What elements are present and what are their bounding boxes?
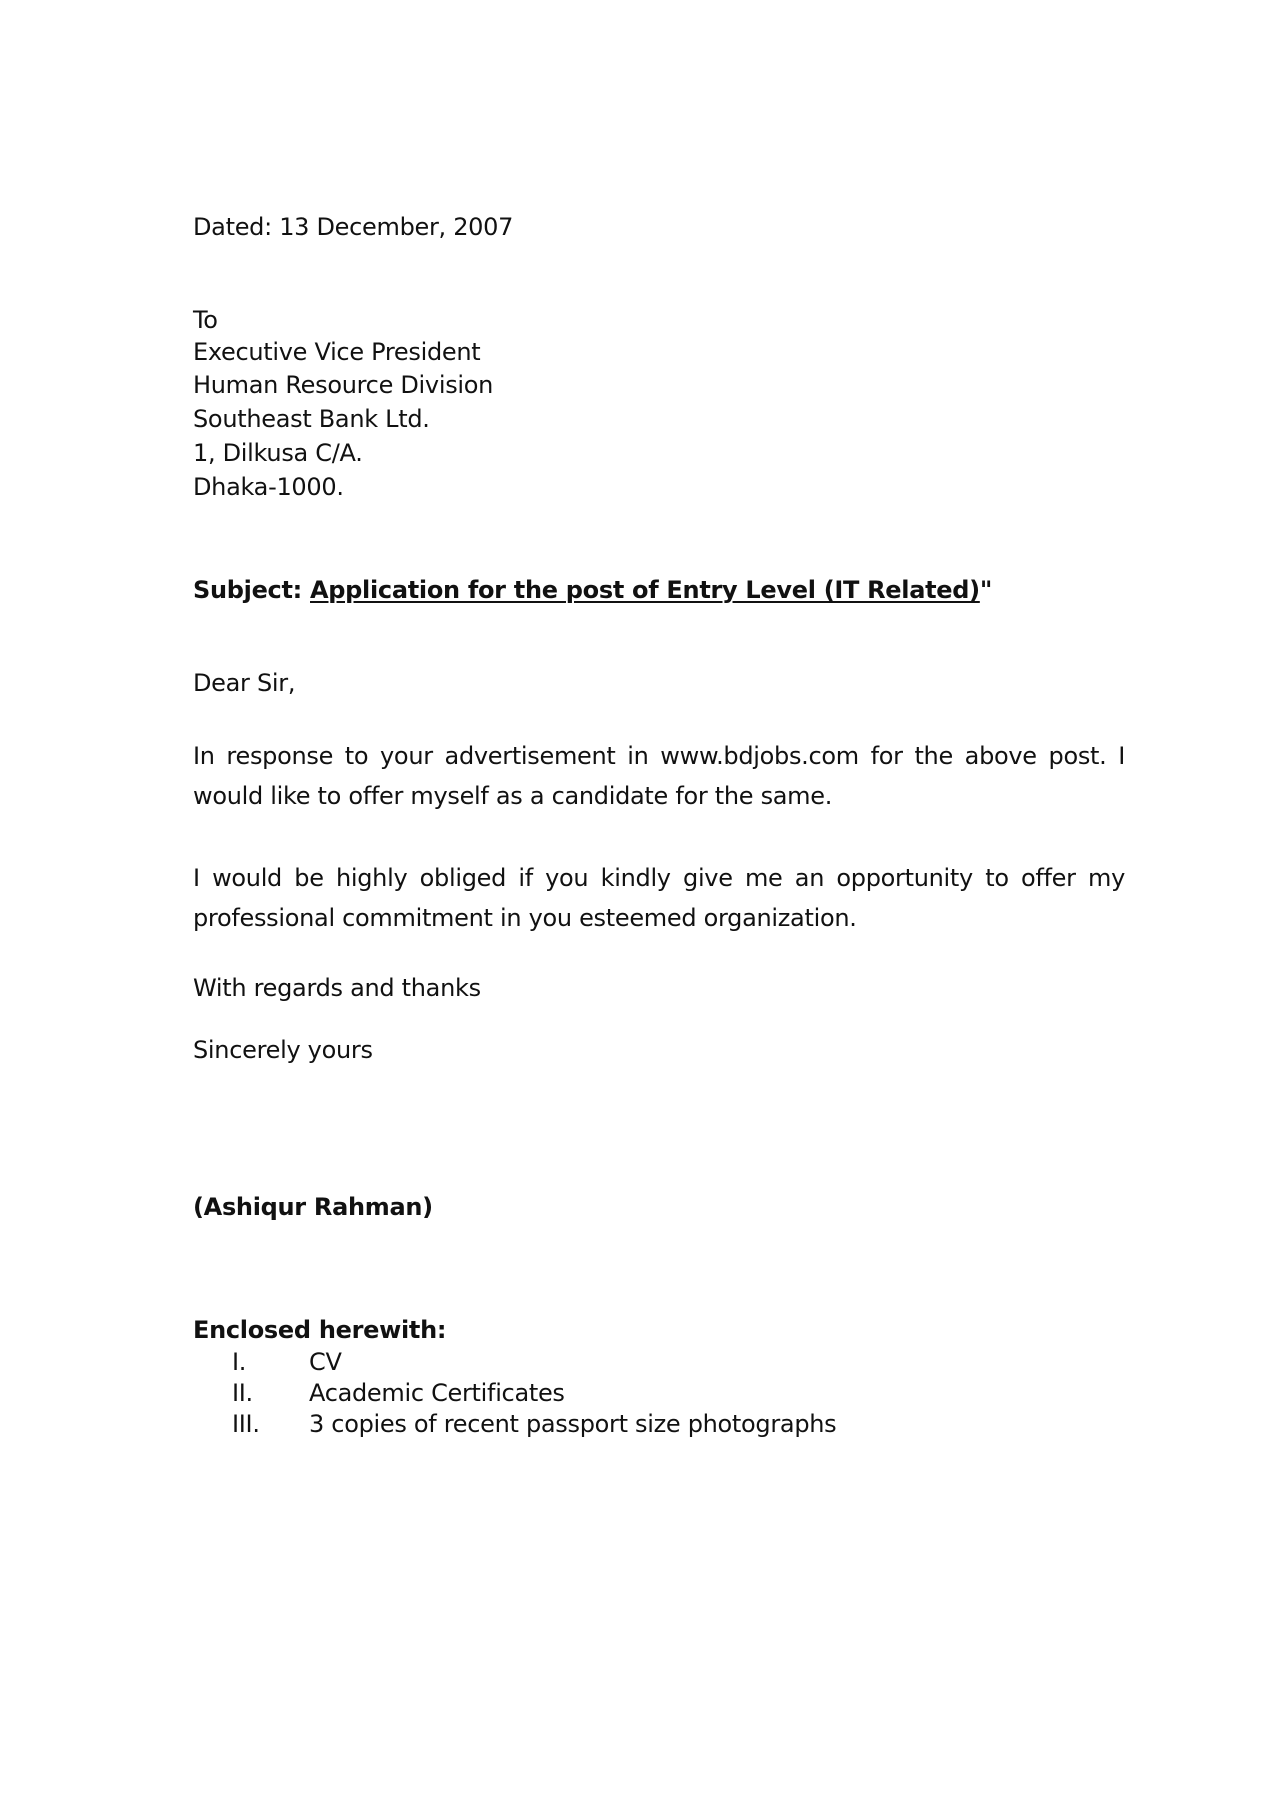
enclosure-item: 3 copies of recent passport size photographs xyxy=(309,1410,837,1438)
subject-trailing-quote: " xyxy=(979,576,993,604)
letter-date: Dated: 13 December, 2007 xyxy=(193,213,514,241)
enclosures-heading: Enclosed herewith: xyxy=(193,1316,447,1344)
recipient-line: Executive Vice President xyxy=(193,338,481,366)
recipient-line: Dhaka-1000. xyxy=(193,473,344,501)
body-paragraph-1: In response to your advertisement in www.bdjobs.com for the above post. I would like to offer myself as a candidate for the same. xyxy=(193,742,1125,810)
subject-text: Application for the post of Entry Level (IT Related) xyxy=(310,576,980,604)
closing-sincerely: Sincerely yours xyxy=(193,1036,373,1064)
body-paragraph-2: I would be highly obliged if you kindly give me an opportunity to offer my professional commitment in you esteemed organization. xyxy=(193,864,1125,932)
closing-regards: With regards and thanks xyxy=(193,974,481,1002)
recipient-line: 1, Dilkusa C/A. xyxy=(193,439,363,467)
subject-label: Subject: xyxy=(193,576,302,604)
enclosure-number: II. xyxy=(232,1379,253,1407)
subject-line xyxy=(193,575,992,605)
to-label: To xyxy=(193,306,218,334)
enclosure-number: I. xyxy=(232,1348,247,1376)
enclosure-item: CV xyxy=(309,1348,342,1376)
recipient-line: Human Resource Division xyxy=(193,371,494,399)
enclosure-item: Academic Certificates xyxy=(309,1379,565,1407)
recipient-line: Southeast Bank Ltd. xyxy=(193,405,430,433)
signature-name: (Ashiqur Rahman) xyxy=(193,1193,433,1221)
enclosure-number: III. xyxy=(232,1410,260,1438)
salutation: Dear Sir, xyxy=(193,669,296,697)
